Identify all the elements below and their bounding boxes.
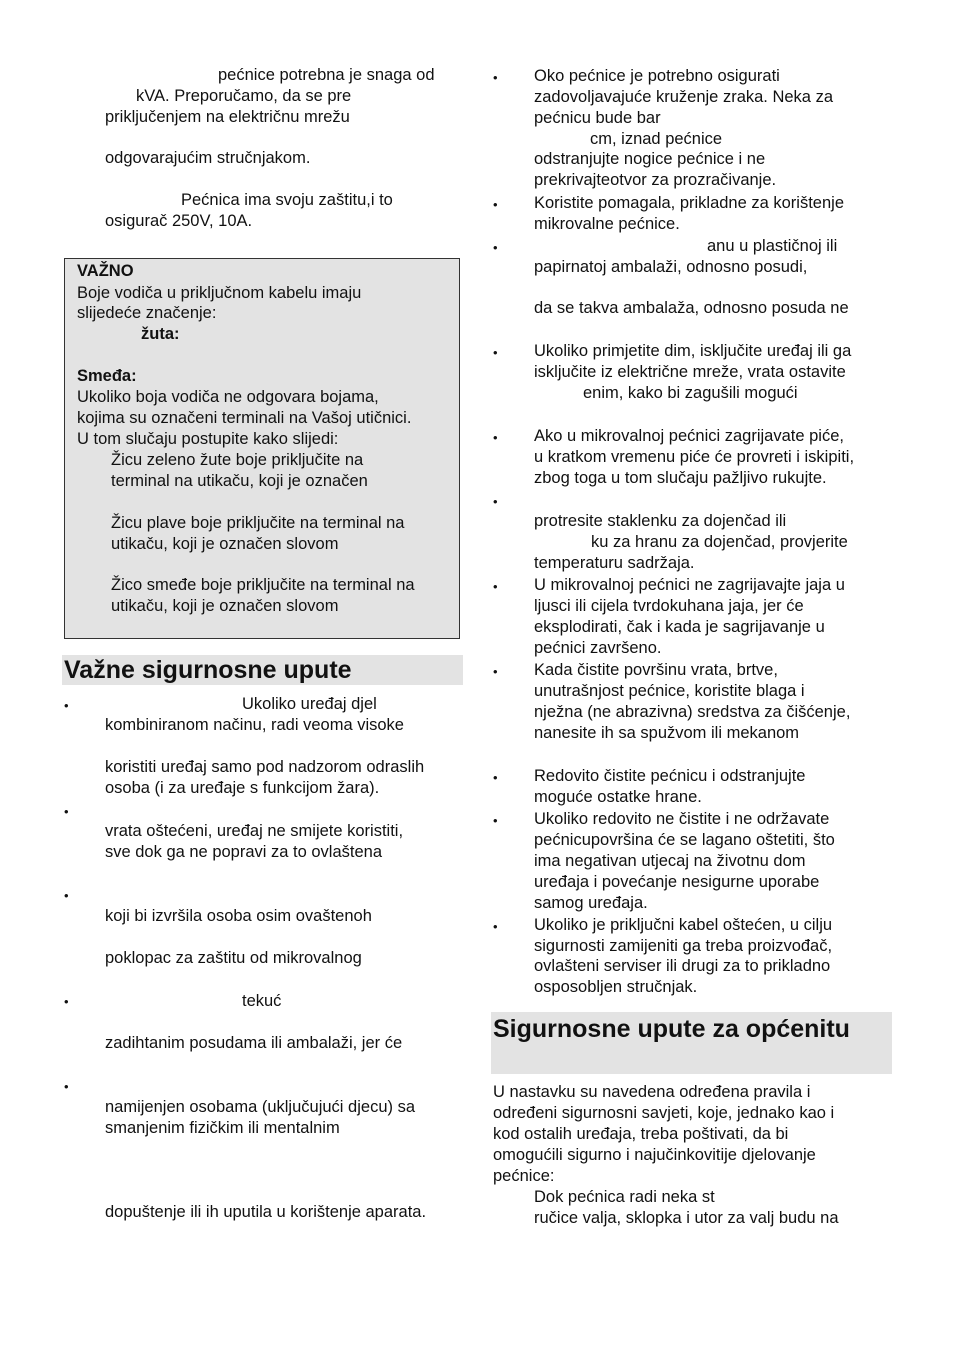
- list-item-line: isključite iz električne mreže, vrata ostavite: [534, 363, 846, 381]
- paragraph-line: kod ostalih uređaja, treba poštivati, da bi: [493, 1125, 789, 1143]
- list-item-line: kombiniranom načinu, radi veoma visoke: [105, 716, 404, 734]
- bullet-icon: •: [493, 240, 498, 255]
- list-item-line: koji bi izvršila osoba osim ovaštenoh: [105, 907, 372, 925]
- list-item-line: papirnatoj ambalaži, odnosno posudi,: [534, 258, 808, 276]
- list-item-line: odstranjujte nogice pećnice i ne: [534, 150, 766, 168]
- paragraph-line: omogućili sigurno i najučinkovitije djelovanje: [493, 1146, 816, 1164]
- list-item-line: tekuć: [242, 992, 282, 1010]
- list-item-line: ovlašteni serviser ili drugi za to prikladno: [534, 957, 831, 975]
- list-item-line: ima negativan utjecaj na životnu dom: [534, 852, 806, 870]
- list-item-line: protresite staklenku za dojenčad ili: [534, 512, 787, 530]
- list-item-line: eksplodirati, čak i kada je sagrijavanje u: [534, 618, 825, 636]
- list-item-line: temperaturu sadržaja.: [534, 554, 695, 572]
- bullet-icon: •: [493, 70, 498, 85]
- list-item-line: da se takva ambalaža, odnosno posuda ne: [534, 299, 849, 317]
- list-item-line: sve dok ga ne popravi za to ovlaštena: [105, 843, 383, 861]
- list-item-line: Ukoliko je priključni kabel oštećen, u cilju: [534, 916, 833, 934]
- bullet-icon: •: [64, 994, 69, 1009]
- paragraph-line: pećnice:: [493, 1167, 555, 1185]
- box-line: Žico smeđe boje priključite na terminal na: [111, 576, 415, 594]
- list-item-line: poklopac za zaštitu od mikrovalnog: [105, 949, 362, 967]
- list-item-line: namijenjen osobama (uključujući djecu) sa: [105, 1098, 415, 1116]
- list-item-line: pećnicupovršina će se lagano oštetiti, što: [534, 831, 835, 849]
- list-item-line: anu u plastičnoj ili: [707, 237, 838, 255]
- list-item-line: osoba (i za uređaje s funkcijom žara).: [105, 779, 380, 797]
- bullet-icon: •: [64, 804, 69, 819]
- box-line: slijedeće značenje:: [77, 304, 217, 322]
- bullet-icon: •: [493, 770, 498, 785]
- bullet-icon: •: [493, 197, 498, 212]
- box-line: Boje vodiča u priključnom kabelu imaju: [77, 284, 362, 302]
- list-item-line: zbog toga u tom slučaju pažljivo rukujte.: [534, 469, 827, 487]
- list-item-line: ljusci ili cijela tvrdokuhana jaja, jer će: [534, 597, 804, 615]
- box-label-yellow: žuta:: [141, 325, 180, 343]
- bullet-icon: •: [64, 698, 69, 713]
- paragraph-line: pećnice potrebna je snaga od: [218, 66, 435, 84]
- list-item-line: samog uređaja.: [534, 894, 648, 912]
- section-heading-general-safety: Sigurnosne upute za općenitu: [493, 1015, 850, 1043]
- list-item-line: U mikrovalnoj pećnici ne zagrijavajte jaja u: [534, 576, 845, 594]
- paragraph-line: U nastavku su navedena određena pravila i: [493, 1083, 811, 1101]
- list-item-line: zadihtanim posudama ili ambalaži, jer će: [105, 1034, 403, 1052]
- list-item-line: Ukoliko primjetite dim, isključite uređaj ili ga: [534, 342, 852, 360]
- list-item-line: vrata oštećeni, uređaj ne smijete koristiti,: [105, 822, 404, 840]
- paragraph-line: Dok pećnica radi neka st: [534, 1188, 715, 1206]
- bullet-icon: •: [493, 664, 498, 679]
- paragraph-line: određeni sigurnosni savjeti, koje, jednako kao i: [493, 1104, 835, 1122]
- box-label-brown: Smeđa:: [77, 367, 137, 385]
- list-item-line: Ukoliko uređaj djel: [242, 695, 377, 713]
- list-item-line: koristiti uređaj samo pod nadzorom odraslih: [105, 758, 425, 776]
- bullet-icon: •: [493, 919, 498, 934]
- list-item-line: Ako u mikrovalnoj pećnici zagrijavate piće,: [534, 427, 844, 445]
- bullet-icon: •: [493, 579, 498, 594]
- paragraph-line: osigurač 250V, 10A.: [105, 212, 253, 230]
- list-item-line: enim, kako bi zagušili mogući: [583, 384, 798, 402]
- list-item-line: Ukoliko redovito ne čistite i ne održavate: [534, 810, 830, 828]
- box-line: Žicu zeleno žute boje priključite na: [111, 451, 364, 469]
- section-heading-safety: Važne sigurnosne upute: [64, 656, 352, 684]
- list-item-line: zadovoljavajuće kruženje zraka. Neka za: [534, 88, 833, 106]
- list-item-line: Oko pećnice je potrebno osigurati: [534, 67, 780, 85]
- list-item-line: nanesite ih sa spužvom ili mekanom: [534, 724, 800, 742]
- bullet-icon: •: [493, 345, 498, 360]
- list-item-line: moguće ostatke hrane.: [534, 788, 702, 806]
- box-line: U tom slučaju postupite kako slijedi:: [77, 430, 339, 448]
- box-line: utikaču, koji je označen slovom: [111, 597, 339, 615]
- box-line: Ukoliko boja vodiča ne odgovara bojama,: [77, 388, 379, 406]
- list-item-line: smanjenim fizičkim ili mentalnim: [105, 1119, 340, 1137]
- bullet-icon: •: [64, 1079, 69, 1094]
- list-item-line: Kada čistite površinu vrata, brtve,: [534, 661, 778, 679]
- list-item-line: pećnici završeno.: [534, 639, 662, 657]
- bullet-icon: •: [493, 494, 498, 509]
- list-item-line: Redovito čistite pećnicu i odstranjujte: [534, 767, 806, 785]
- list-item-line: pećnicu bude bar: [534, 109, 661, 127]
- list-item-line: cm, iznad pećnice: [590, 130, 723, 148]
- list-item-line: dopuštenje ili ih uputila u korištenje aparata.: [105, 1203, 427, 1221]
- box-line: kojima su označeni terminali na Vašoj utičnici.: [77, 409, 412, 427]
- list-item-line: ku za hranu za dojenčad, provjerite: [591, 533, 848, 551]
- important-box-title: VAŽNO: [77, 262, 134, 280]
- paragraph-line: Pećnica ima svoju zaštitu,i to: [181, 191, 393, 209]
- box-line: Žicu plave boje priključite na terminal na: [111, 514, 405, 532]
- paragraph-line: kVA. Preporučamo, da se pre: [136, 87, 352, 105]
- paragraph-line: priključenjem na električnu mrežu: [105, 108, 350, 126]
- box-line: utikaču, koji je označen slovom: [111, 535, 339, 553]
- bullet-icon: •: [493, 430, 498, 445]
- list-item-line: mikrovalne pećnice.: [534, 215, 680, 233]
- list-item-line: osposobljen stručnjak.: [534, 978, 698, 996]
- bullet-icon: •: [493, 813, 498, 828]
- list-item-line: prekrivajteotvor za prozračivanje.: [534, 171, 777, 189]
- box-line: terminal na utikaču, koji je označen: [111, 472, 368, 490]
- list-item-line: nježna (ne abrazivna) sredstva za čišćenje,: [534, 703, 851, 721]
- paragraph-line: ručice valja, sklopka i utor za valj budu na: [534, 1209, 839, 1227]
- list-item-line: u kratkom vremenu piće će provreti i iskipiti,: [534, 448, 855, 466]
- list-item-line: unutrašnjost pećnice, koristite blaga i: [534, 682, 805, 700]
- list-item-line: Koristite pomagala, prikladne za korištenje: [534, 194, 844, 212]
- list-item-line: uređaja i povećanje nesigurne uporabe: [534, 873, 820, 891]
- bullet-icon: •: [64, 888, 69, 903]
- list-item-line: sigurnosti zamijeniti ga treba proizvođač,: [534, 937, 833, 955]
- paragraph-line: odgovarajućim stručnjakom.: [105, 149, 311, 167]
